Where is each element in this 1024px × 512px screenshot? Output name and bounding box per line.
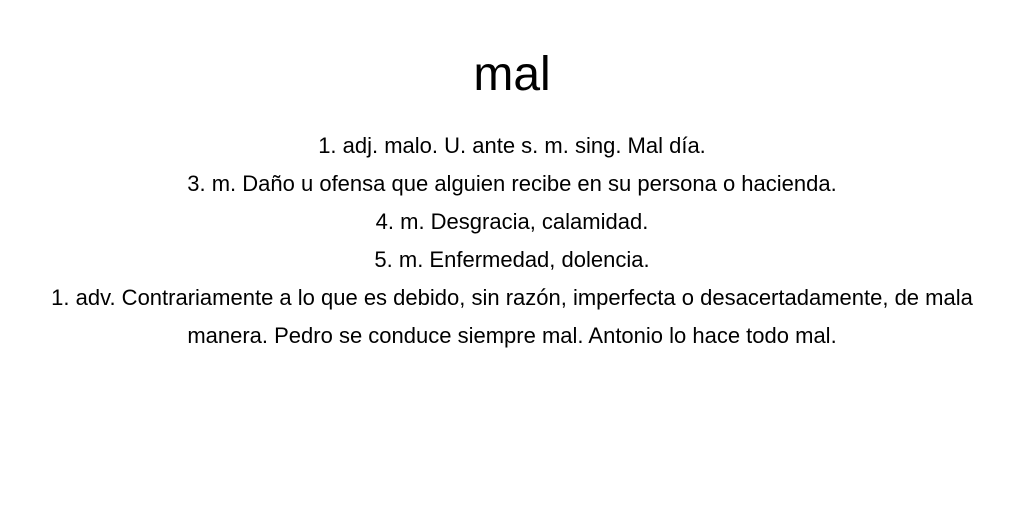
definition-item: 3. m. Daño u ofensa que alguien recibe en su persona o hacienda.: [187, 171, 837, 196]
definition-item: 1. adj. malo. U. ante s. m. sing. Mal día.: [318, 133, 706, 158]
definition-item: 4. m. Desgracia, calamidad.: [375, 209, 649, 234]
definition-item: 5. m. Enfermedad, dolencia.: [374, 247, 650, 272]
definition-list: [24, 127, 1000, 355]
definition-item: 1. adv. Contrariamente a lo que es debido, sin razón, imperfecta o desacertadamente, de mala manera. Pedro se conduce siempre mal. Antonio lo hace todo mal.: [51, 285, 973, 348]
headword: mal: [473, 48, 551, 101]
